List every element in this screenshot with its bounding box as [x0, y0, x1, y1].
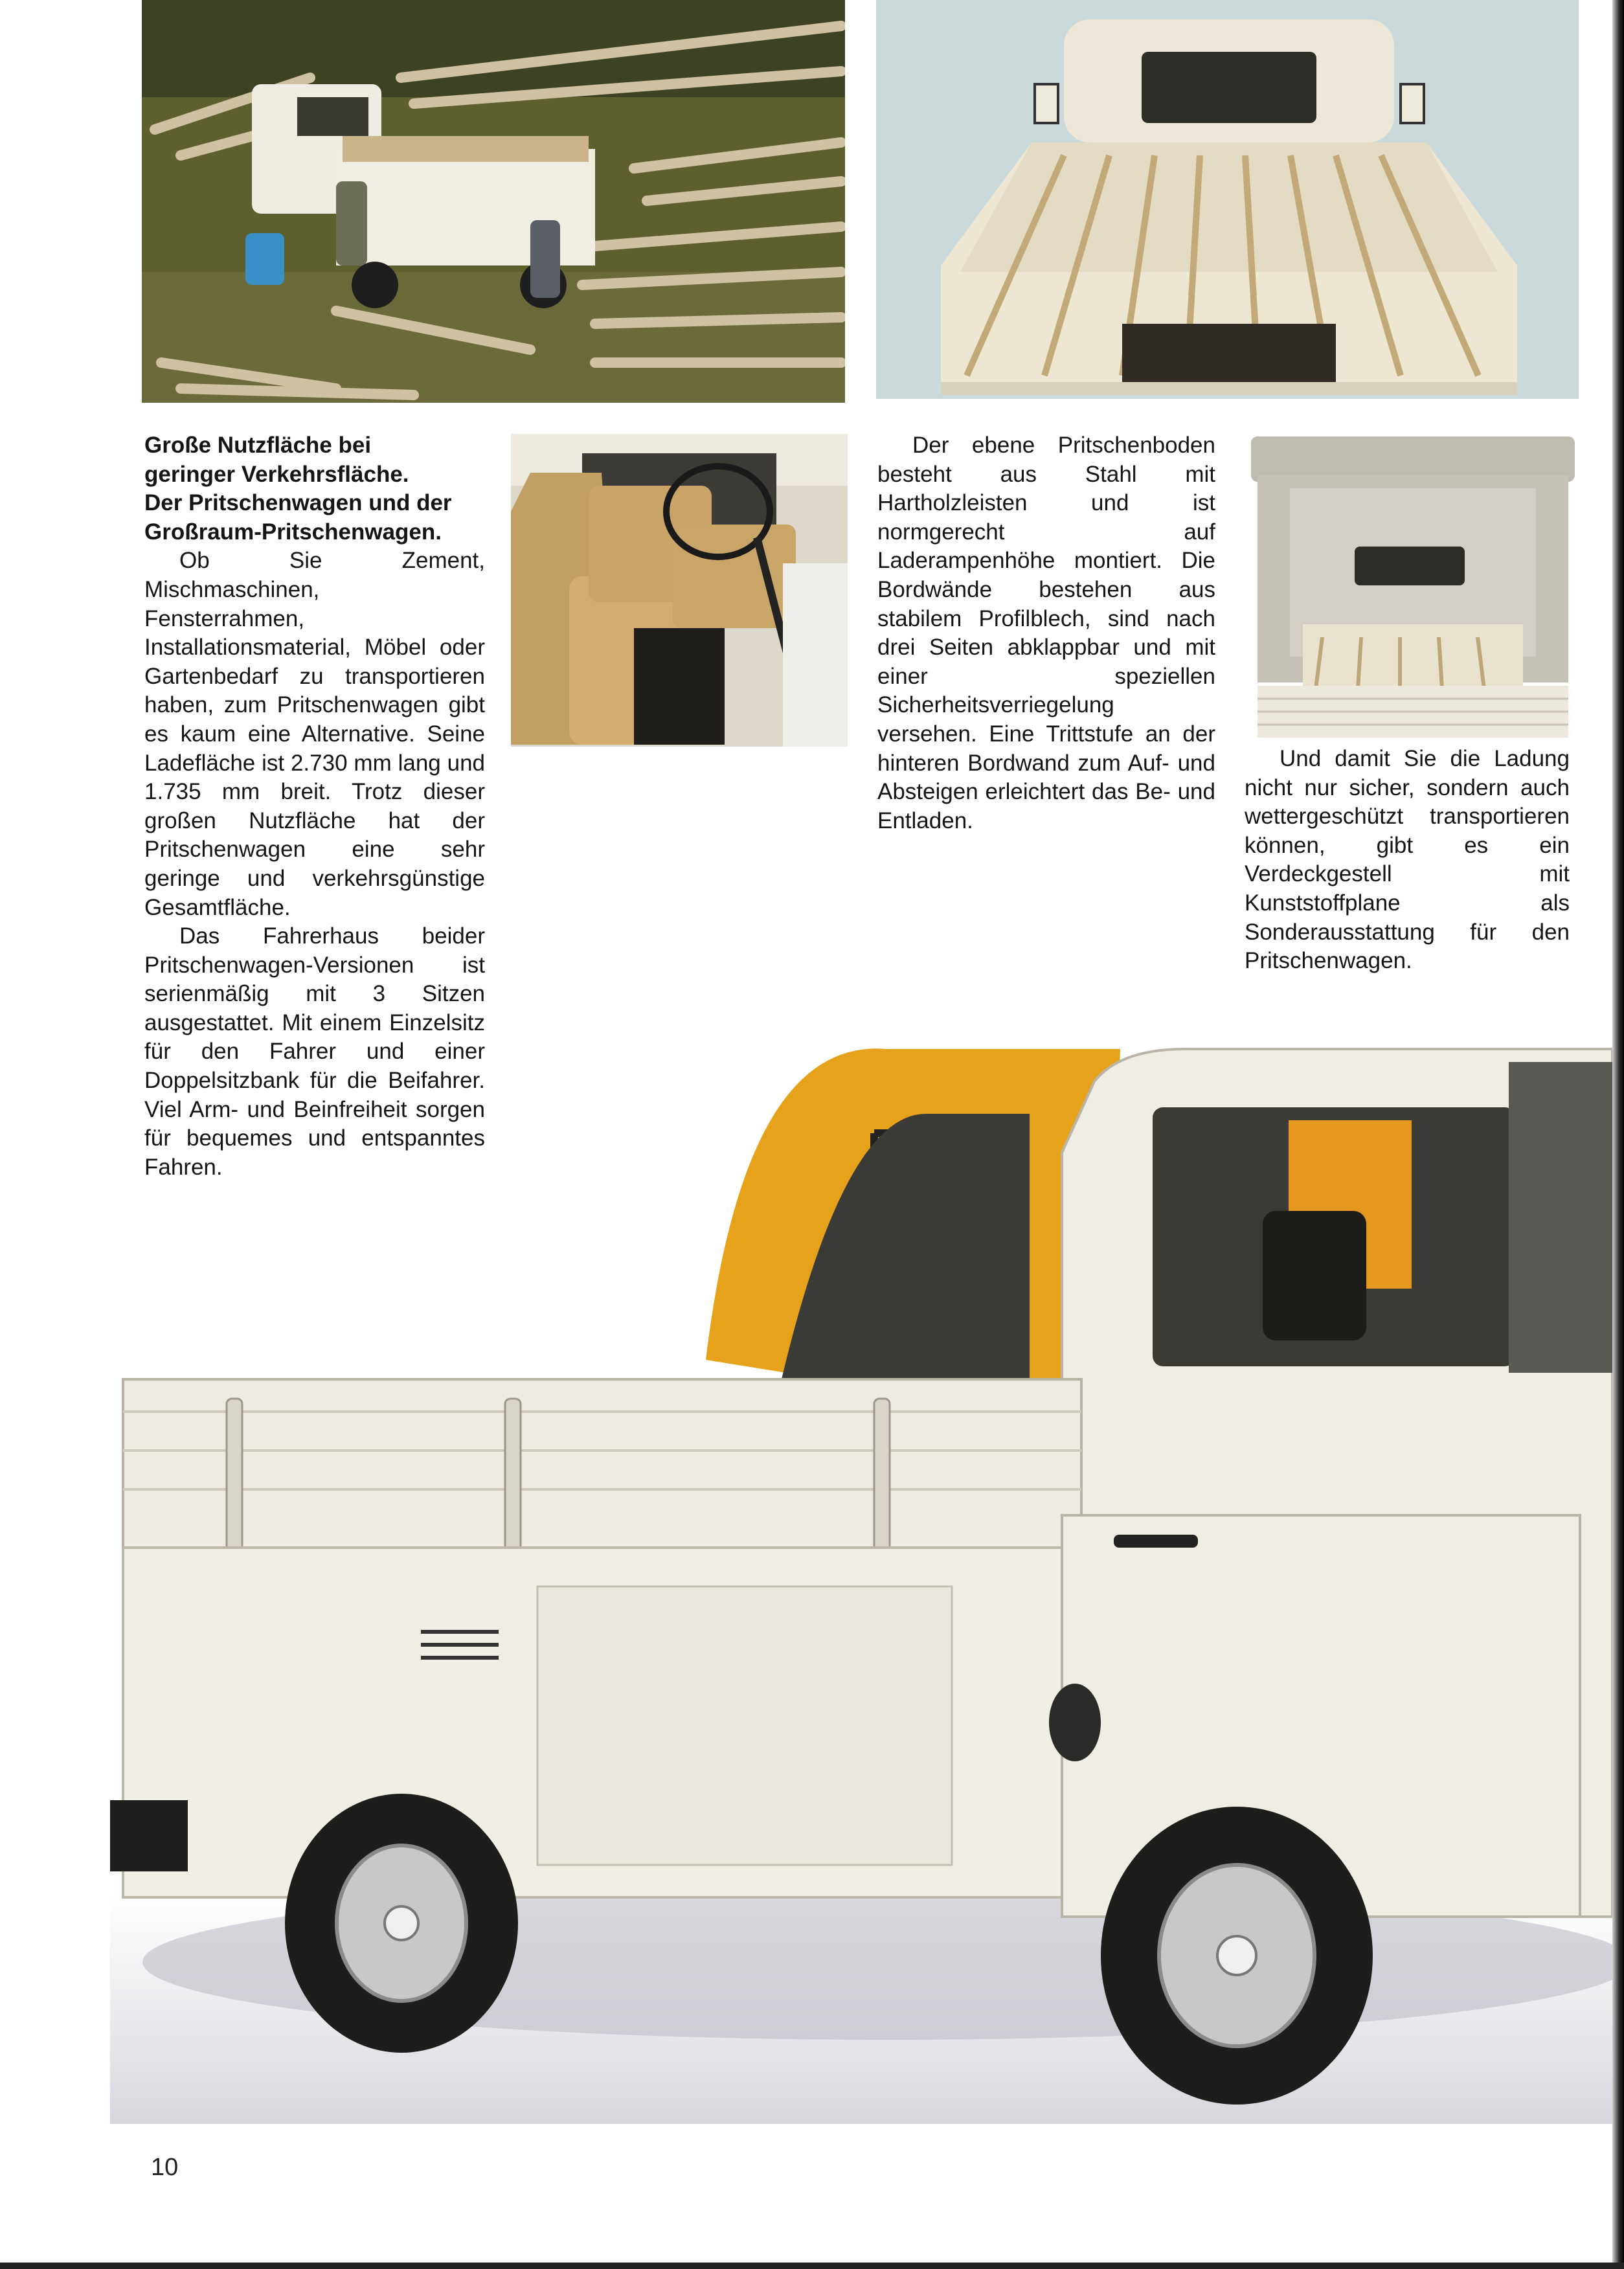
- section-heading-line-2: geringer Verkehrsfläche.: [144, 461, 409, 487]
- photo-logging-scene: [142, 0, 845, 403]
- scan-edge-bottom: [0, 2263, 1624, 2269]
- section-heading-line-1: Große Nutzfläche bei: [144, 433, 372, 458]
- photo-cab-interior: [511, 434, 848, 747]
- body-paragraph-2: Das Fahrerhaus beider Pritschenwagen-Versionen ist serienmäßig mit 3 Sitzen ausgestattet. Mit einem Einzelsitz für den Fahrer und einer Doppelsitzbank für die Beifahrer. Viel Arm- und Beinfreiheit sorgen für bequemes und entspanntes Fahren.: [144, 923, 485, 1180]
- photo-pickup-side-view: [110, 1023, 1612, 2124]
- scan-edge: [1612, 0, 1624, 2269]
- photo-canopy-tarpaulin: [1245, 430, 1581, 743]
- text-column-1: [144, 431, 485, 1182]
- section-heading-line-4: Großraum-Pritschenwagen.: [144, 519, 442, 545]
- text-column-3: [877, 431, 1215, 835]
- page-number: 10: [151, 2154, 179, 2181]
- body-paragraph-1: Ob Sie Zement, Mischmaschinen, Fensterrahmen, Installationsmaterial, Möbel oder Gartenbedarf zu transportieren haben, zum Pritschenwagen gibt es kaum eine Alternative. Seine Ladefläche ist 2.730 mm lang und 1.735 mm breit. Trotz dieser großen Nutzfläche hat der Pritschenwagen eine sehr geringe und verkehrsgünstige Gesamtfläche.: [144, 548, 485, 920]
- section-heading-line-3: Der Pritschenwagen und der: [144, 490, 452, 516]
- photo-truck-bed-rear: [876, 0, 1579, 399]
- text-column-4: [1245, 745, 1570, 976]
- body-paragraph-3: Der ebene Pritschenboden besteht aus Stahl mit Hartholzleisten und ist normgerecht auf Laderampenhöhe montiert. Die Bordwände bestehen aus stabilem Profilblech, sind nach drei Seiten abklappbar und mit einer speziellen Sicherheitsverriegelung versehen. Eine Trittstufe an der hinteren Bordwand zum Auf- und Absteigen erleichtert das Be- und Entladen.: [877, 433, 1215, 833]
- body-paragraph-4: Und damit Sie die Ladung nicht nur sicher, sondern auch wettergeschützt transportieren können, gibt es ein Verdeckgestell mit Kunststoffplane als Sonderausstattung für den Pritschenwagen.: [1245, 746, 1570, 974]
